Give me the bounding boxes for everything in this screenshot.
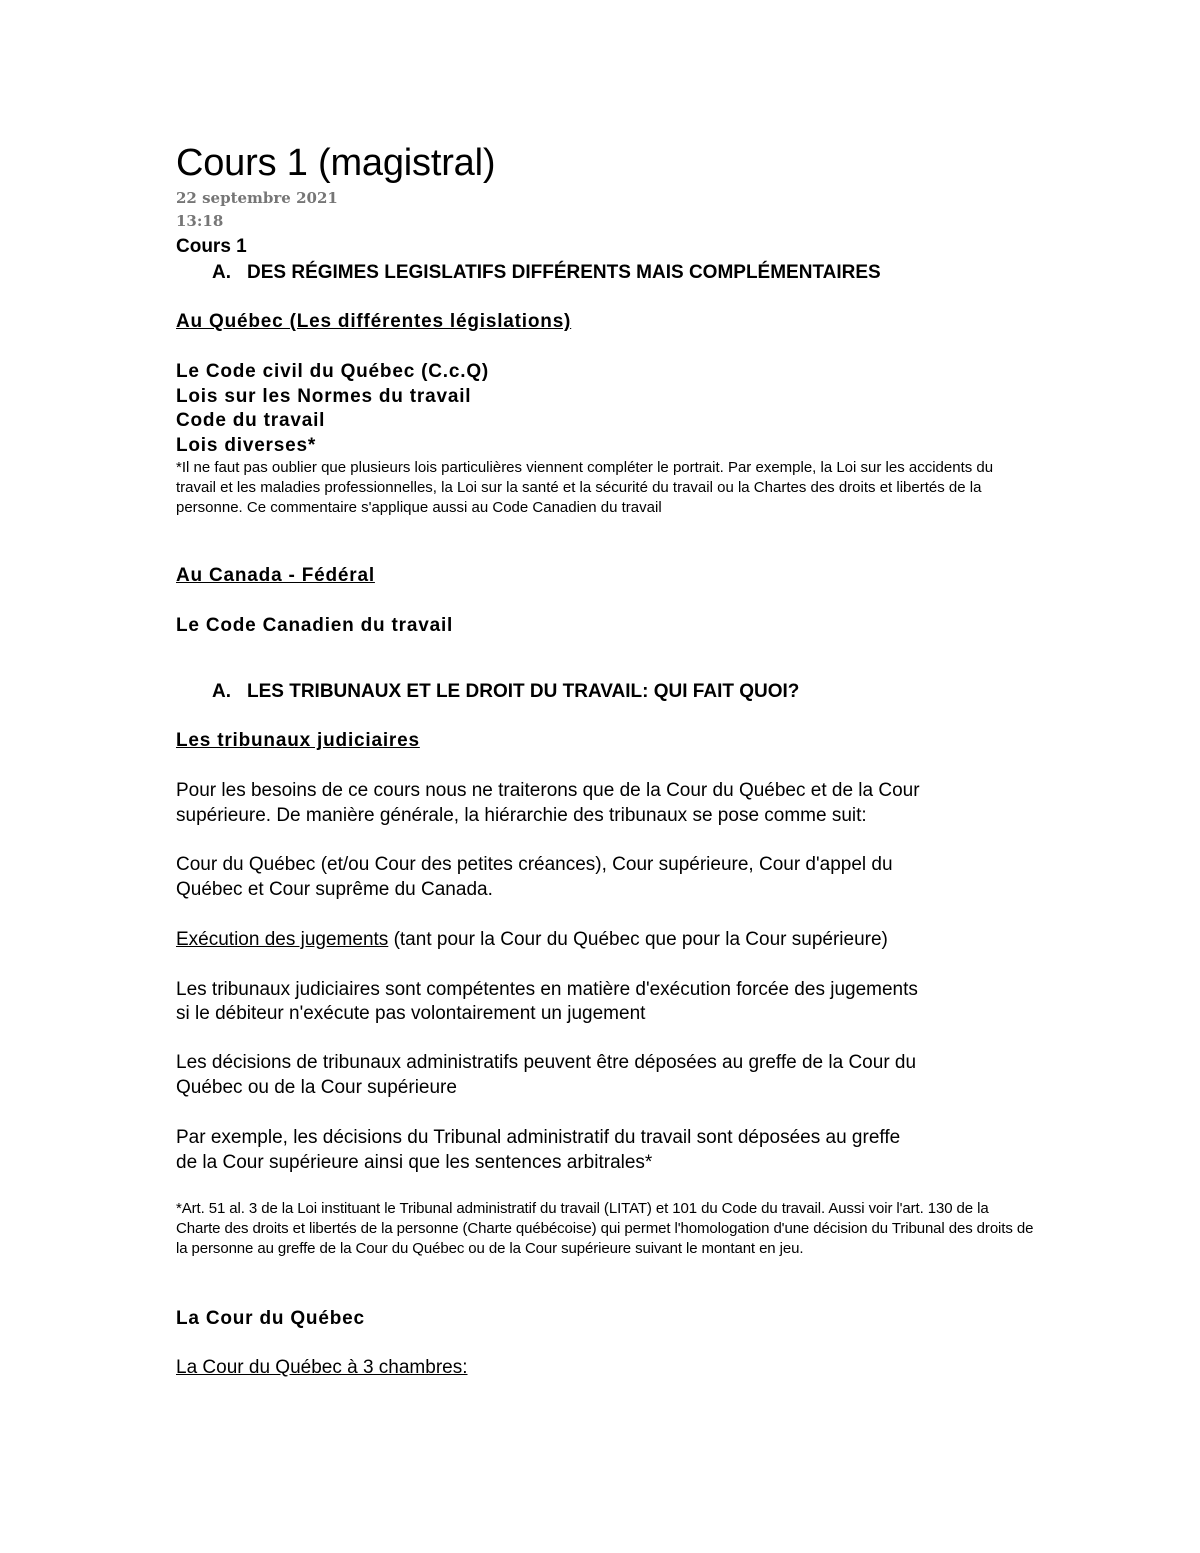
law-item-normes: Lois sur les Normes du travail bbox=[176, 386, 472, 407]
list-marker: A. bbox=[212, 681, 231, 702]
paragraph-line: Québec ou de la Cour supérieure bbox=[176, 1077, 457, 1098]
note-date: 22 septembre 2021 bbox=[176, 189, 338, 207]
list-marker: A. bbox=[212, 262, 231, 283]
course-label: Cours 1 bbox=[176, 236, 247, 257]
quebec-footnote: *Il ne faut pas oublier que plusieurs lois particulières viennent compléter le portrait. Par exemple, la Loi sur les accidents du travail et les maladies professionnelles, la Loi sur la santé et la sécurité du travail ou la Chartes des droits et libertés de la personne. Ce commentaire s'applique aussi au Code Canadien du travail bbox=[176, 459, 994, 516]
execution-paragraph bbox=[176, 929, 888, 951]
cour-quebec-subheading: La Cour du Québec à 3 chambres: bbox=[176, 1357, 468, 1378]
section-heading-tribunaux bbox=[212, 681, 799, 703]
paragraph-line: Les tribunaux judiciaires sont compétentes en matière d'exécution forcée des jugements bbox=[176, 979, 918, 1000]
execution-rest: (tant pour la Cour du Québec que pour la Cour supérieure) bbox=[388, 929, 888, 950]
paragraph-line: Québec et Cour suprême du Canada. bbox=[176, 879, 493, 900]
law-item-ccq: Le Code civil du Québec (C.c.Q) bbox=[176, 361, 490, 382]
canada-heading: Au Canada - Fédéral bbox=[176, 565, 375, 586]
paragraph-line: si le débiteur n'exécute pas volontairement un jugement bbox=[176, 1003, 646, 1024]
execution-heading: Exécution des jugements bbox=[176, 929, 389, 950]
note-time: 13:18 bbox=[176, 212, 224, 230]
paragraph-line: Les décisions de tribunaux administratifs peuvent être déposées au greffe de la Cour du bbox=[176, 1052, 917, 1073]
paragraph-line: de la Cour supérieure ainsi que les sentences arbitrales* bbox=[176, 1152, 653, 1173]
cour-quebec-heading: La Cour du Québec bbox=[176, 1308, 365, 1329]
section-heading-text: DES RÉGIMES LEGISLATIFS DIFFÉRENTS MAIS COMPLÉMENTAIRES bbox=[247, 262, 881, 283]
section-heading-text: LES TRIBUNAUX ET LE DROIT DU TRAVAIL: QUI FAIT QUOI? bbox=[247, 681, 800, 702]
tribunaux-footnote: *Art. 51 al. 3 de la Loi instituant le Tribunal administratif du travail (LITAT) et 101 du Code du travail. Aussi voir l'art. 130 de la Charte des droits et libertés de la personne (Charte québécoise) qui permet l'homologation d'une décision du Tribunal des droits de la personne au greffe de la Cour du Québec ou de la Cour supérieure suivant le montant en jeu. bbox=[176, 1200, 1034, 1257]
canada-item: Le Code Canadien du travail bbox=[176, 615, 454, 636]
tribunaux-heading: Les tribunaux judiciaires bbox=[176, 730, 420, 751]
paragraph-line: Pour les besoins de ce cours nous ne traiterons que de la Cour du Québec et de la Cour bbox=[176, 780, 920, 801]
page-title: Cours 1 (magistral) bbox=[176, 142, 496, 184]
paragraph-line: Cour du Québec (et/ou Cour des petites créances), Cour supérieure, Cour d'appel du bbox=[176, 854, 893, 875]
law-item-code-travail: Code du travail bbox=[176, 410, 326, 431]
paragraph-line: Par exemple, les décisions du Tribunal administratif du travail sont déposées au greffe bbox=[176, 1127, 901, 1148]
law-item-diverses: Lois diverses* bbox=[176, 435, 317, 456]
quebec-heading: Au Québec (Les différentes législations) bbox=[176, 311, 572, 332]
paragraph-line: supérieure. De manière générale, la hiérarchie des tribunaux se pose comme suit: bbox=[176, 805, 867, 826]
section-heading-regimes bbox=[212, 262, 881, 284]
